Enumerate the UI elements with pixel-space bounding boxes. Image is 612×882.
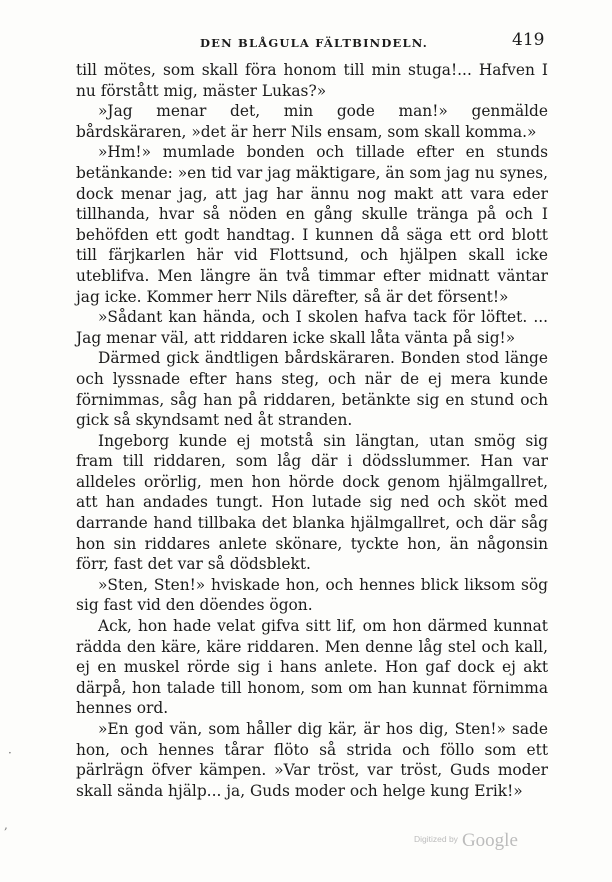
- paragraph: »Jag menar det, min gode man!» genmälde bårdskäraren, »det är herr Nils ensam, som skall komma.»: [76, 102, 548, 141]
- paragraph: »En god vän, som håller dig kär, är hos dig, Sten!» sade hon, och hennes tårar flöto så strida och föllo som ett pärlrägn öfver kämpen. »Var tröst, var tröst, Guds moder skall sända hjälp... ja, Guds moder och helge kung Erik!»: [76, 720, 548, 800]
- paragraph: Ingeborg kunde ej motstå sin längtan, utan smög sig fram till riddaren, som låg där i dödsslummer. Han var alldeles orörlig, men hon hörde dock genom hjälmgallret, att han andades tungt. Hon lutade sig ned och sköt med darrande hand tillbaka det blanka hjälmgallret, och där såg hon sin riddares anlete skönare, tyckte hon, än någonsin förr, fast det var så dödsblekt.: [76, 431, 548, 574]
- paragraph: »Sten, Sten!» hviskade hon, och hennes blick liksom sög sig fast vid den döendes ögon.: [76, 575, 548, 615]
- paragraph: »Hm!» mumlade bonden och tillade efter en stunds betänkande: »en tid var jag mäktigare, än som jag nu synes, dock menar jag, att jag har ännu nog makt att vara eder tillhanda, hvar så nöden en gång skulle tränga på och I behöfden ett godt handtag. I kunnen då säga ett ord blott till färjkarlen här vid Flottsund, och hjälpen skall icke uteblifva. Men längre än två timmar efter midnatt väntar jag icke. Kommer herr Nils därefter, så är det försent!»: [76, 143, 548, 306]
- margin-speck: ·: [8, 746, 12, 760]
- paragraph: »Sådant kan hända, och I skolen hafva tack för löftet. ... Jag menar väl, att riddaren icke skall låta vänta på sig!»: [76, 308, 548, 347]
- google-logo: Google: [461, 830, 518, 851]
- body-text: [76, 60, 548, 801]
- page-number: 419: [512, 30, 545, 50]
- watermark-small-text: Digitized by: [414, 834, 458, 844]
- margin-speck: ,: [4, 818, 8, 832]
- running-title: DEN BLÅGULA FÄLTBINDELN.: [200, 36, 428, 50]
- digitized-watermark: [414, 830, 518, 852]
- paragraph: till mötes, som skall föra honom till min stuga!... Hafven I nu förstått mig, mäster Lukas?»: [76, 61, 548, 100]
- paragraph: Ack, hon hade velat gifva sitt lif, om hon därmed kunnat rädda den käre, käre riddaren. Men denne låg stel och kall, ej en muskel rörde sig i hans anlete. Hon gaf dock ej akt därpå, hon talade till honom, som om han kunnat förnimma hennes ord.: [76, 617, 548, 718]
- paragraph: Därmed gick ändtligen bårdskäraren. Bonden stod länge och lyssnade efter hans steg, och när de ej mera kunde förnimmas, såg han på riddaren, betänkte sig en stund och gick så skyndsamt ned åt stranden.: [76, 349, 548, 430]
